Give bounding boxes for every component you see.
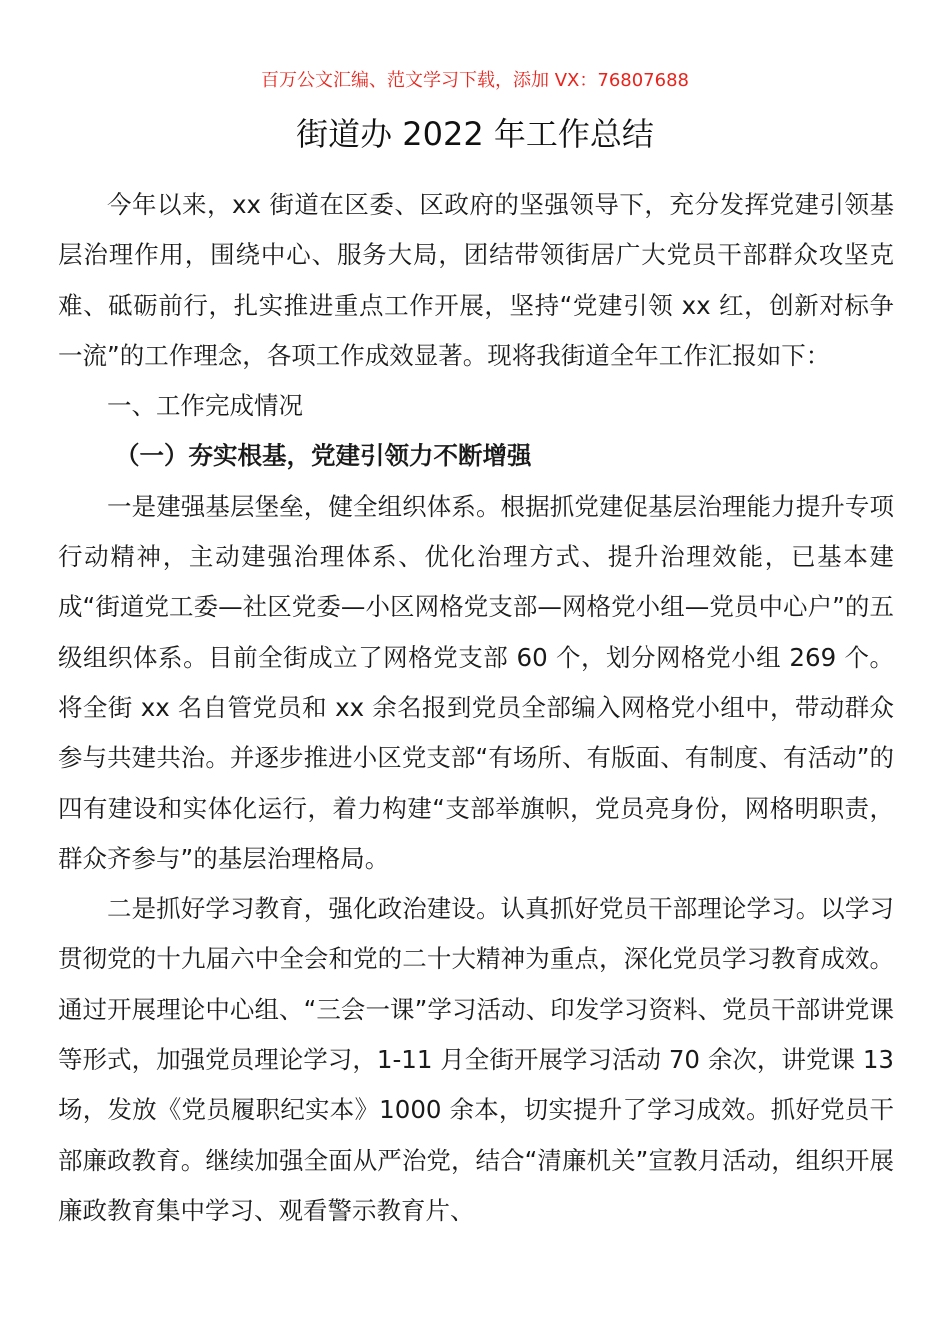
- body-paragraph: 二是抓好学习教育，强化政治建设。认真抓好党员干部理论学习。以学习贯彻党的十九届六中全会和党的二十大精神为重点，深化党员学习教育成效。通过开展理论中心组、“三会一课”学习活动、印发学习资料、党员干部讲党课等形式，加强党员理论学习，1-11 月全街开展学习活动 70 余次，讲党课 13 场，发放《党员履职纪实本》1000 余本，切实提升了学习成效。抓好党员干部廉政教育。继续加强全面从严治党，结合“清廉机关”宣教月活动，组织开展廉政教育集中学习、观看警示教育片、: [58, 894, 894, 1225]
- document-title: 街道办 2022 年工作总结: [296, 115, 654, 153]
- document-body: [58, 180, 894, 1236]
- body-paragraph: 一是建强基层堡垒，健全组织体系。根据抓党建促基层治理能力提升专项行动精神，主动建强治理体系、优化治理方式、提升治理效能，已基本建成“街道党工委—社区党委—小区网格党支部—网格党小组—党员中心户”的五级组织体系。目前全街成立了网格党支部 60 个，划分网格党小组 269 个。将全街 xx 名自管党员和 xx 余名报到党员全部编入网格党小组中，带动群众参与共建共治。并逐步推进小区党支部“有场所、有版面、有制度、有活动”的四有建设和实体化运行，着力构建“支部举旗帜，党员亮身份，网格明职责，群众齐参与”的基层治理格局。: [58, 491, 894, 873]
- intro-paragraph: 今年以来，xx 街道在区委、区政府的坚强领导下，充分发挥党建引领基层治理作用，围绕中心、服务大局，团结带领街居广大党员干部群众攻坚克难、砥砺前行，扎实推进重点工作开展，坚持“党建引领 xx 红，创新对标争一流”的工作理念，各项工作成效显著。现将我街道全年工作汇报如下：: [58, 190, 894, 370]
- header-banner: 百万公文汇编、范文学习下载，添加 VX：76807688: [261, 70, 689, 91]
- subsection-heading: （一）夯实根基，党建引领力不断增强: [115, 441, 532, 471]
- section-heading: 一、工作完成情况: [107, 391, 303, 421]
